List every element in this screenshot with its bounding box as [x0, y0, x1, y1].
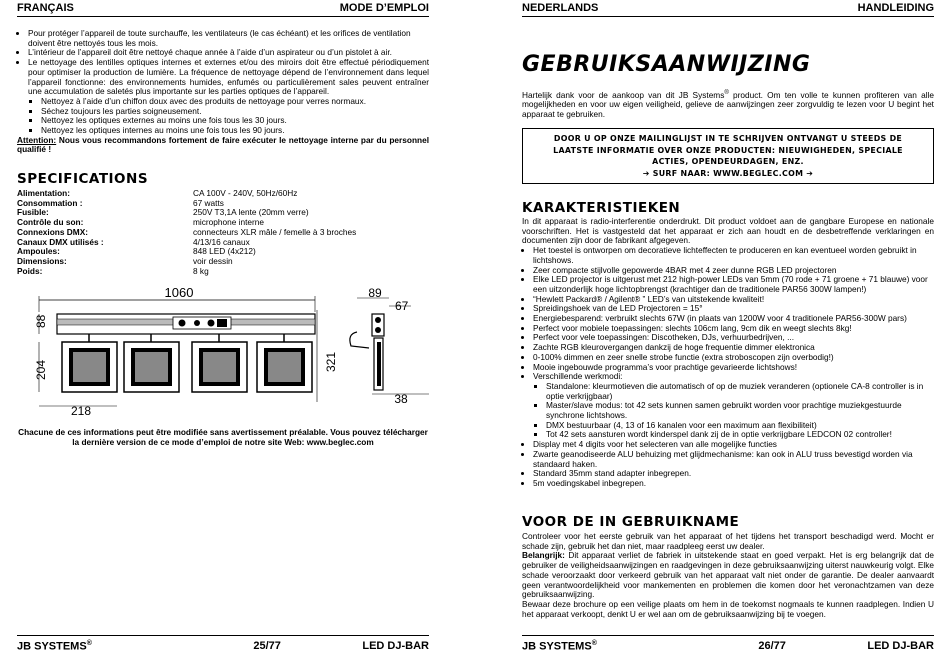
page-right — [522, 0, 934, 654]
list-item: • Mooie ingebouwde programma’s voor prachtige gevarieerde lichtshows! — [533, 363, 934, 373]
spec-key: Connexions DMX: — [17, 226, 88, 237]
mailing-list-box — [522, 128, 934, 184]
header-divider — [522, 16, 934, 17]
list-item: • “Hewlett Packard® / Agilent® ” LED’s van uitstekende kwaliteit! — [533, 295, 934, 305]
maintenance-section — [17, 29, 429, 155]
list-item: ▪ Nettoyez à l’aide d’un chiffon doux avec des produits de nettoyage pour verres normaux. — [41, 97, 429, 107]
page-header — [17, 2, 429, 16]
spec-value: 250V T3,1A lente (20mm verre) — [193, 207, 309, 218]
list-item: • 0-100% dimmen en zeer snelle strobe functie (extra stroboscopen zijn overbodig!) — [533, 353, 934, 363]
list-item: • Verschillende werkmodi: — [533, 372, 934, 382]
website-link[interactable]: ➔ SURF NAAR: WWW.BEGLEC.COM ➔ — [642, 168, 814, 178]
spec-value: voir dessin — [193, 255, 233, 266]
dim-1060: 1060 — [164, 286, 194, 300]
keep-brochure-paragraph: Bewaar deze brochure op een veilige plaats om hem in de toekomst nogmaals te kunnen raadplegen. Indien U het apparaat verkoopt, denkt U er wel aan om de gebruiksaanwijzing bij te voegen. — [522, 598, 934, 619]
spec-value: 67 watts — [193, 197, 224, 208]
led-projector — [62, 334, 117, 392]
list-item: ▪ Nettoyez les optiques internes au moins une fois tous les 90 jours. — [41, 126, 429, 136]
list-item: • Display met 4 digits voor het selecteren van alle mogelijke functies — [533, 440, 934, 450]
page-footer — [17, 640, 429, 653]
features-section — [522, 217, 934, 489]
box-line: ACTIES, OPENDEURDAGEN, ENZ. — [652, 157, 804, 166]
footer-brand: JB SYSTEMS® — [17, 640, 92, 653]
update-notice: Chacune de ces informations peut être modifiée sans avertissement préalable. Vous pouvez télécharger la dernière version de ce mode d’emploi de notre site Web: www.beglec.com — [18, 427, 428, 447]
modes-sublist — [522, 382, 934, 440]
list-item: ▪ Séchez toujours les parties soigneusement. — [41, 107, 429, 117]
list-item: ▪ Tot 42 sets aansturen wordt kinderspel dank zij de in optie verkrijgbare LEDCON 02 controller! — [546, 430, 934, 440]
list-item: • Standard 35mm stand adapter inbegrepen. — [533, 469, 934, 479]
before-use-heading: VOOR DE IN GEBRUIKNAME — [522, 514, 740, 530]
spec-key: Ampoules: — [17, 246, 60, 257]
spec-value: 4/13/16 canaux — [193, 236, 250, 247]
box-line: LAATSTE INFORMATIE OVER ONZE PRODUCTEN: NIEUWIGHEDEN, SPECIALE — [553, 145, 903, 155]
footer-page-number: 26/77 — [758, 640, 786, 652]
before-use-section — [522, 532, 934, 619]
footer-model: LED DJ-BAR — [867, 640, 934, 652]
list-item: ▪ Nettoyez les optiques externes au moins une fois tous les 30 jours. — [41, 116, 429, 126]
features-heading: KARAKTERISTIEKEN — [522, 200, 681, 216]
list-item: • Zachte RGB kleurovergangen dankzij de hoge frequentie dimmer elektronica — [533, 343, 934, 353]
list-item: • Le nettoyage des lentilles optiques internes et externes et/ou des miroirs doit être effectué périodiquement pour optimiser la production de lumière. La fréquence de nettoyage dépend de l’environnement dans lequel l’appareil fonctionne: des environnements humides, enfumés ou particulièrement sales peuvent entraîner une accumulation de saletés plus importante sur les parties optiques de l’appareil. — [28, 58, 429, 97]
spec-key: Contrôle du son: — [17, 217, 84, 228]
list-item: • Energiebesparend: verbruikt slechts 67W (in plaats van 1200W voor 4 traditionele PAR56-300W pars) — [533, 314, 934, 324]
list-item: • Zeer compacte stijlvolle gepowerde 4BAR met 4 zeer dunne RGB LED projectoren — [533, 266, 934, 276]
spec-key: Alimentation: — [17, 188, 71, 198]
list-item: ▪ Standalone: kleurmotieven die automatisch of op de muziek veranderen (optionele CA-8 controller is in optie verkrijgbaar) — [546, 382, 934, 401]
box-line: DOOR U OP ONZE MAILINGLIJST IN TE SCHRIJVEN ONTVANGT U STEEDS DE — [553, 134, 903, 143]
header-divider — [17, 16, 429, 17]
led-projector — [124, 334, 179, 392]
spec-key: Consommation : — [17, 197, 83, 208]
footer-divider — [522, 635, 934, 636]
list-item: ▪ DMX bestuurbaar (4, 13 of 16 kanalen voor een maximum aan flexibiliteit) — [546, 421, 934, 431]
features-list-2 — [522, 440, 934, 489]
dim-88: 88 — [34, 314, 48, 328]
spec-key: Canaux DMX utilisés : — [17, 236, 104, 247]
spec-row — [17, 267, 429, 277]
page-footer — [522, 640, 934, 653]
dimension-drawing — [17, 286, 429, 418]
footer-brand: JB SYSTEMS® — [522, 640, 597, 653]
dim-89: 89 — [368, 286, 382, 300]
page-left — [17, 0, 429, 654]
dim-218: 218 — [70, 404, 92, 418]
spec-key: Dimensions: — [17, 255, 67, 266]
cleaning-sublist — [17, 97, 429, 136]
spec-value: connecteurs XLR mâle / femelle à 3 broches — [193, 226, 357, 237]
intro-paragraph: Hartelijk dank voor de aankoop van dit JB Systems® product. Om ten volle te kunnen profiteren van alle mogelijkheden en voor uw eigen veiligheid, gelieve de aanwijzingen zeer zorgvuldig te lezen voor U begint het apparaat te gebruiken. — [522, 89, 934, 120]
list-item: ▪ Master/slave modus: tot 42 sets kunnen samen gebruikt worden voor prachtige muziekgestuurde synchrone lichtshows. — [546, 401, 934, 420]
led-projector — [192, 334, 247, 392]
header-language: NEDERLANDS — [522, 2, 599, 14]
spec-table — [17, 189, 429, 276]
list-item: • Spreidingshoek van de LED Projectoren = 15° — [533, 304, 934, 314]
footer-page-number: 25/77 — [253, 640, 281, 652]
page-header — [522, 2, 934, 16]
header-manual: MODE D’EMPLOI — [339, 2, 429, 14]
manual-title: GEBRUIKSAANWIJZING — [522, 52, 811, 77]
features-list — [522, 246, 934, 382]
list-item: • 5m voedingskabel inbegrepen. — [533, 479, 934, 489]
spec-value: CA 100V - 240V, 50Hz/60Hz — [193, 188, 298, 198]
spec-value: 848 LED (4x212) — [193, 246, 256, 257]
list-item: • Het toestel is ontworpen om decoratieve lichteffecten te produceren en kan eventueel worden gebruikt in lichtshows. — [533, 246, 934, 265]
list-item: • Perfect voor vele toepassingen: Discotheken, DJs, verhuurbedrijven, ... — [533, 333, 934, 343]
spec-key: Fusible: — [17, 207, 49, 218]
specifications-heading: SPECIFICATIONS — [17, 171, 149, 187]
maintenance-list — [17, 29, 429, 97]
list-item: • Perfect voor mobiele toepassingen: slechts 106cm lang, 9cm dik en weegt slechts 8kg! — [533, 324, 934, 334]
header-manual: HANDLEIDING — [857, 2, 934, 14]
list-item: • Pour protéger l’appareil de toute surchauffe, les ventilateurs (le cas échéant) et les orifices de ventilation doivent être nettoyés tous les mois. — [28, 29, 429, 48]
list-item: • L’intérieur de l’appareil doit être nettoyé chaque année à l’aide d’un aspirateur ou d’un pistolet à air. — [28, 48, 429, 58]
footer-divider — [17, 635, 429, 636]
spec-key: Poids: — [17, 265, 43, 276]
dim-67: 67 — [395, 299, 409, 313]
attention-note — [17, 136, 429, 155]
dim-38: 38 — [394, 392, 408, 406]
spec-row — [17, 257, 429, 267]
spec-value: 8 kg — [193, 265, 209, 276]
led-projector — [257, 334, 312, 392]
list-item: • Zwarte geanodiseerde ALU behuizing met glijdmechanisme: kan ook in ALU truss bevestigd worden via standaard haken. — [533, 450, 934, 469]
list-item: • Elke LED projector is uitgerust met 212 high-power LEDs van 5mm (70 rode + 71 groene + 71 blauwe) voor een uitzonderlijk hoge lichtopbrengst (krachtiger dan de traditionele PAR56 300W lampen!) — [533, 275, 934, 294]
important-paragraph: Belangrijk: Dit apparaat verliet de fabriek in uitstekende staat en goed verpakt. Het is erg belangrijk dat de gebruiker de veiligheidsaanwijzingen en raadgevingen in deze gebruiksaanwijzing uiterst nauwkeurig volgt. Elke schade veroorzaakt door verkeerd gebruik van het apparaat valt niet onder de garantie. De dealer aanvaardt geen verantwoordelijkheid voor mankementen en problemen die komen door het veronachtzamen van deze gebruiksaanwijzing. — [522, 550, 934, 600]
spec-value: microphone interne — [193, 217, 265, 228]
dim-204: 204 — [34, 359, 48, 380]
header-language: FRANÇAIS — [17, 2, 74, 14]
attention-label: Attention: — [17, 134, 57, 145]
footer-model: LED DJ-BAR — [362, 640, 429, 652]
attention-text: Nous vous recommandons fortement de faire exécuter le nettoyage interne par du personnel qualifié ! — [17, 134, 429, 155]
conformity-paragraph: In dit apparaat is radio-interferentie onderdrukt. Dit product voldoet aan de gangbare Europese en nationale voorschriften. Het is vastgesteld dat het apparaat er zich aan houdt en de desbetreffende verklaringen en documenten zijn door de fabrikant afgegeven. — [522, 216, 934, 246]
check-paragraph: Controleer voor het eerste gebruik van het apparaat of het tijdens het transport beschadigd werd. Mocht er schade zijn, gebruik het dan niet, maar raadpleeg eerst uw dealer. — [522, 531, 934, 551]
dim-321: 321 — [324, 351, 338, 372]
